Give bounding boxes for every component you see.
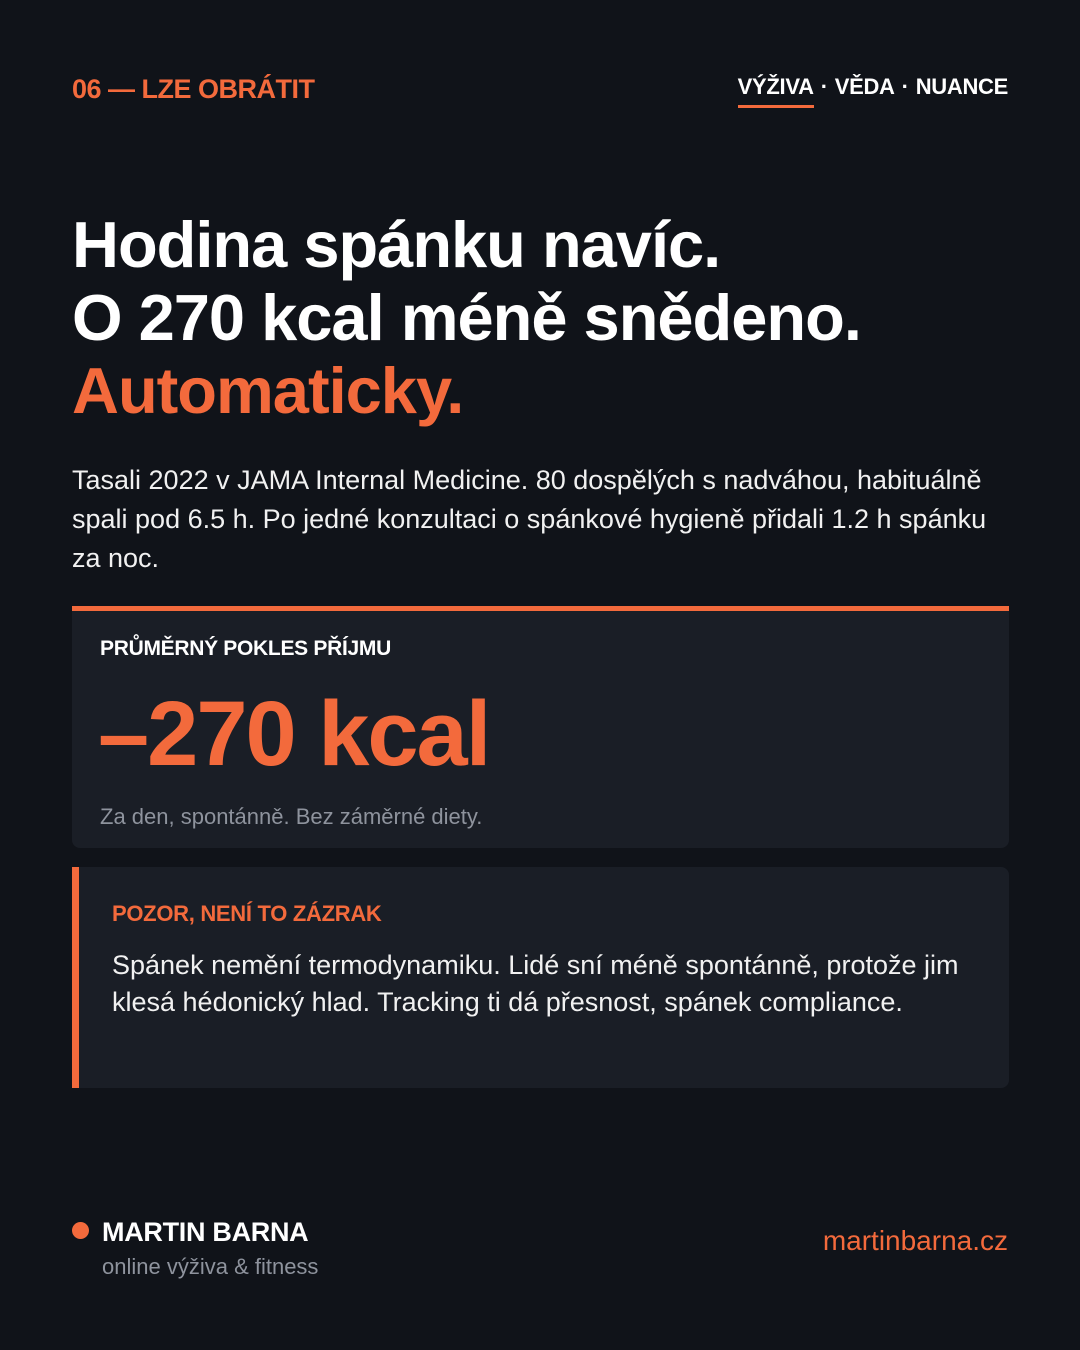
stat-note: Za den, spontánně. Bez záměrné diety.: [100, 804, 483, 829]
series-label: 06 — LZE OBRÁTIT: [72, 74, 315, 104]
headline: [72, 208, 1012, 427]
brand-name: MARTIN BARNA: [102, 1217, 309, 1247]
tag-vyziva: VÝŽIVA: [737, 74, 814, 99]
tag-veda: VĚDA: [834, 74, 895, 99]
stat-card: [72, 606, 1009, 848]
intro-text: Tasali 2022 v JAMA Internal Medicine. 80 dospělých s nadváhou, habituálně spali pod 6.5 h. Po jedné konzultaci o spánkové hygieně přidali 1.2 h spánku za noc.: [72, 465, 987, 573]
stat-value: –270 kcal: [98, 683, 490, 785]
warning-title: POZOR, NENÍ TO ZÁZRAK: [112, 901, 382, 926]
website-link[interactable]: martinbarna.cz: [822, 1225, 1008, 1256]
headline-line-2: O 270 kcal méně snědeno.: [72, 281, 861, 354]
warning-card: [72, 867, 1009, 1088]
tag-separator: ·: [820, 74, 828, 99]
brand-dot-icon: [72, 1222, 89, 1239]
headline-accent: Automaticky.: [72, 354, 464, 427]
stat-label: PRŮMĚRNÝ POKLES PŘÍJMU: [100, 637, 391, 660]
brand-subtitle: online výživa & fitness: [102, 1254, 319, 1279]
tag-nuance: NUANCE: [915, 74, 1008, 99]
topic-tags: [738, 74, 1008, 100]
warning-text: Spánek nemění termodynamiku. Lidé sní méně spontánně, protože jim klesá hédonický hlad. Tracking ti dá přesnost, spánek compliance.: [112, 950, 959, 1017]
headline-line-1: Hodina spánku navíc.: [72, 208, 721, 281]
tag-separator: ·: [901, 74, 909, 99]
